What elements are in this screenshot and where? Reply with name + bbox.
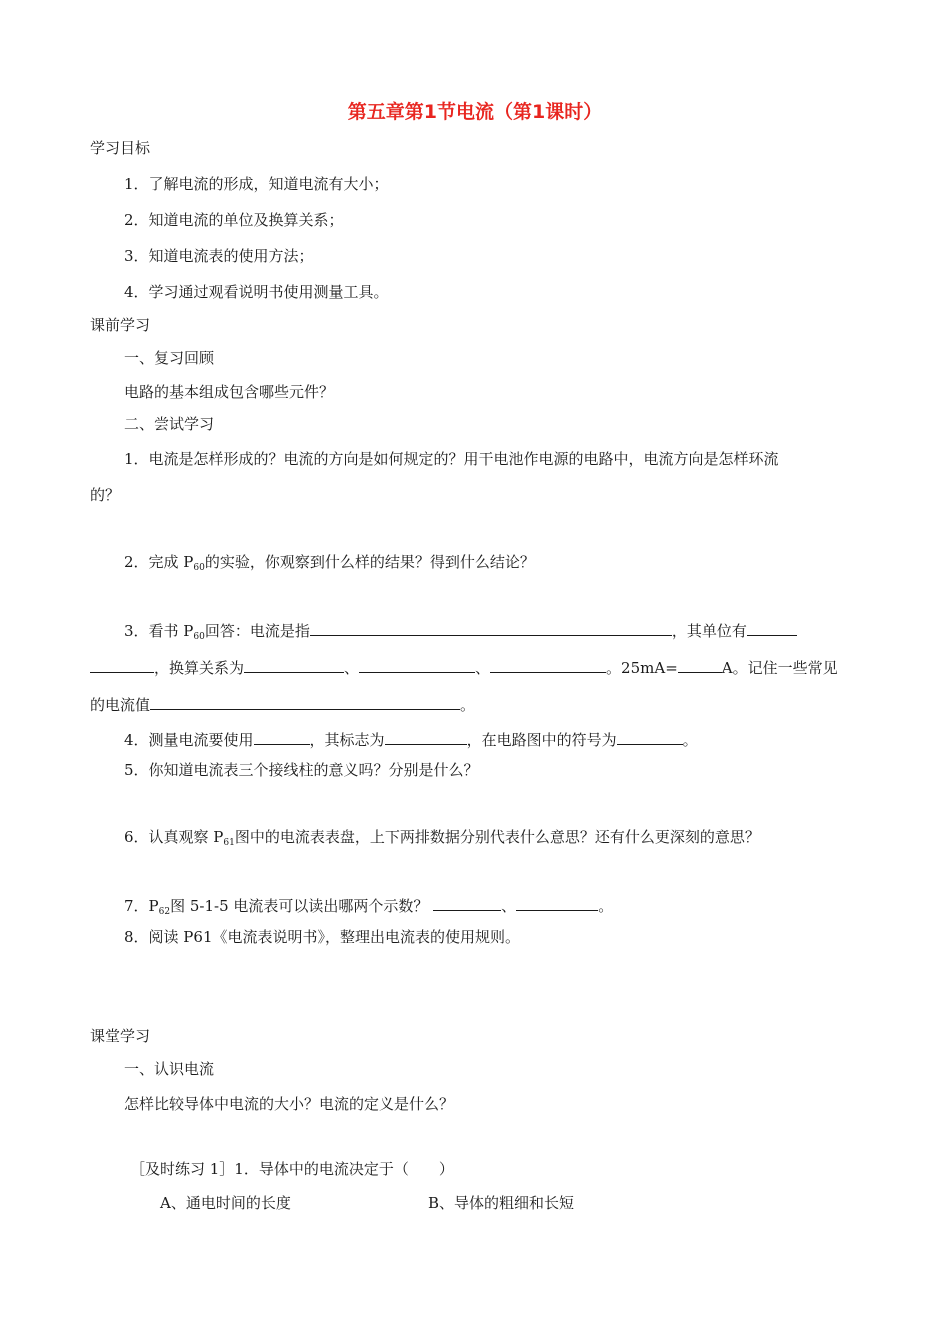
option-b: B、导体的粗细和长短 bbox=[428, 1194, 575, 1212]
option-a: A、通电时间的长度 bbox=[160, 1194, 291, 1212]
q3-sep: 、 bbox=[344, 659, 360, 677]
answer-blank[interactable] bbox=[516, 894, 598, 911]
page-title: 第五章第1节电流（第1课时） bbox=[347, 101, 603, 123]
q2-text-a: 2．完成 P bbox=[124, 553, 194, 571]
q3-sep: 、 bbox=[475, 659, 491, 677]
q7-page-sub: 62 bbox=[158, 907, 171, 917]
goals-heading: 学习目标 bbox=[90, 139, 151, 157]
answer-blank[interactable] bbox=[359, 656, 475, 673]
answer-blank[interactable] bbox=[433, 894, 501, 911]
pre-study-heading: 课前学习 bbox=[90, 316, 151, 334]
q3-text-a: 3．看书 P bbox=[124, 622, 194, 640]
q3-text-d: ，换算关系为 bbox=[154, 659, 245, 677]
q3-text-b: 回答：电流是指 bbox=[204, 622, 310, 640]
answer-blank[interactable] bbox=[150, 693, 460, 710]
try-heading: 二、尝试学习 bbox=[124, 415, 215, 433]
goal-item: 3．知道电流表的使用方法； bbox=[124, 247, 314, 265]
goal-item: 4．学习通过观看说明书使用测量工具。 bbox=[124, 283, 389, 301]
q3-text-f: A。记住一些常见 bbox=[721, 659, 838, 677]
question-2 bbox=[124, 552, 535, 572]
answer-blank[interactable] bbox=[747, 619, 797, 636]
practice-question: ［及时练习 1］1．导体中的电流决定于（ ） bbox=[130, 1160, 454, 1178]
answer-blank[interactable] bbox=[254, 728, 310, 745]
q6-text-a: 6．认真观察 P bbox=[124, 828, 224, 846]
answer-blank[interactable] bbox=[310, 619, 672, 636]
answer-blank[interactable] bbox=[244, 656, 344, 673]
goal-item: 2．知道电流的单位及换算关系； bbox=[124, 211, 344, 229]
q7-text-b: 图 5-1-5 电流表可以读出哪两个示数？ bbox=[170, 897, 434, 915]
q4-end: 。 bbox=[682, 731, 698, 749]
review-question: 电路的基本组成包含哪些元件？ bbox=[124, 383, 335, 401]
question-8: 8．阅读 P61《电流表说明书》，整理出电流表的使用规则。 bbox=[124, 928, 520, 946]
q4-text-b: ，其标志为 bbox=[309, 731, 385, 749]
question-3-cont bbox=[90, 656, 838, 678]
question-1: 1．电流是怎样形成的？电流的方向是如何规定的？用干电池作电源的电路中，电流方向是怎样环流 bbox=[124, 450, 779, 468]
q3-end: 。 bbox=[460, 696, 476, 714]
q7-sep: 、 bbox=[501, 897, 517, 915]
question-6 bbox=[124, 827, 760, 847]
question-5: 5．你知道电流表三个接线柱的意义吗？分别是什么？ bbox=[124, 761, 479, 779]
classroom-question: 怎样比较导体中电流的大小？电流的定义是什么？ bbox=[124, 1095, 455, 1113]
q2-page-sub: 60 bbox=[193, 563, 205, 573]
classroom-heading: 课堂学习 bbox=[90, 1027, 151, 1045]
q4-text-a: 4．测量电流要使用 bbox=[124, 731, 254, 749]
q4-text-c: ，在电路图中的符号为 bbox=[466, 731, 617, 749]
q6-page-sub: 61 bbox=[223, 838, 235, 848]
q3-text-c: ，其单位有 bbox=[671, 622, 747, 640]
question-1-cont: 的？ bbox=[90, 486, 121, 504]
question-7 bbox=[124, 894, 613, 916]
q3-text-e: 。25mA= bbox=[606, 659, 678, 677]
question-3 bbox=[124, 619, 797, 641]
question-3-cont2 bbox=[90, 693, 475, 715]
answer-blank[interactable] bbox=[90, 656, 154, 673]
answer-blank[interactable] bbox=[385, 728, 467, 745]
q7-text-a: 7．P bbox=[124, 897, 159, 915]
goal-item: 1．了解电流的形成，知道电流有大小； bbox=[124, 175, 389, 193]
q6-text-b: 图中的电流表表盘，上下两排数据分别代表什么意思？还有什么更深刻的意思？ bbox=[234, 828, 760, 846]
q3-page-sub: 60 bbox=[193, 632, 205, 642]
answer-blank[interactable] bbox=[490, 656, 606, 673]
q2-text-b: 的实验，你观察到什么样的结果？得到什么结论？ bbox=[204, 553, 535, 571]
answer-blank[interactable] bbox=[678, 656, 722, 673]
review-heading: 一、复习回顾 bbox=[124, 349, 215, 367]
q7-end: 。 bbox=[598, 897, 614, 915]
q3-text-g: 的电流值 bbox=[90, 696, 151, 714]
recognize-current-heading: 一、认识电流 bbox=[124, 1060, 215, 1078]
answer-blank[interactable] bbox=[617, 728, 683, 745]
question-4 bbox=[124, 728, 698, 750]
